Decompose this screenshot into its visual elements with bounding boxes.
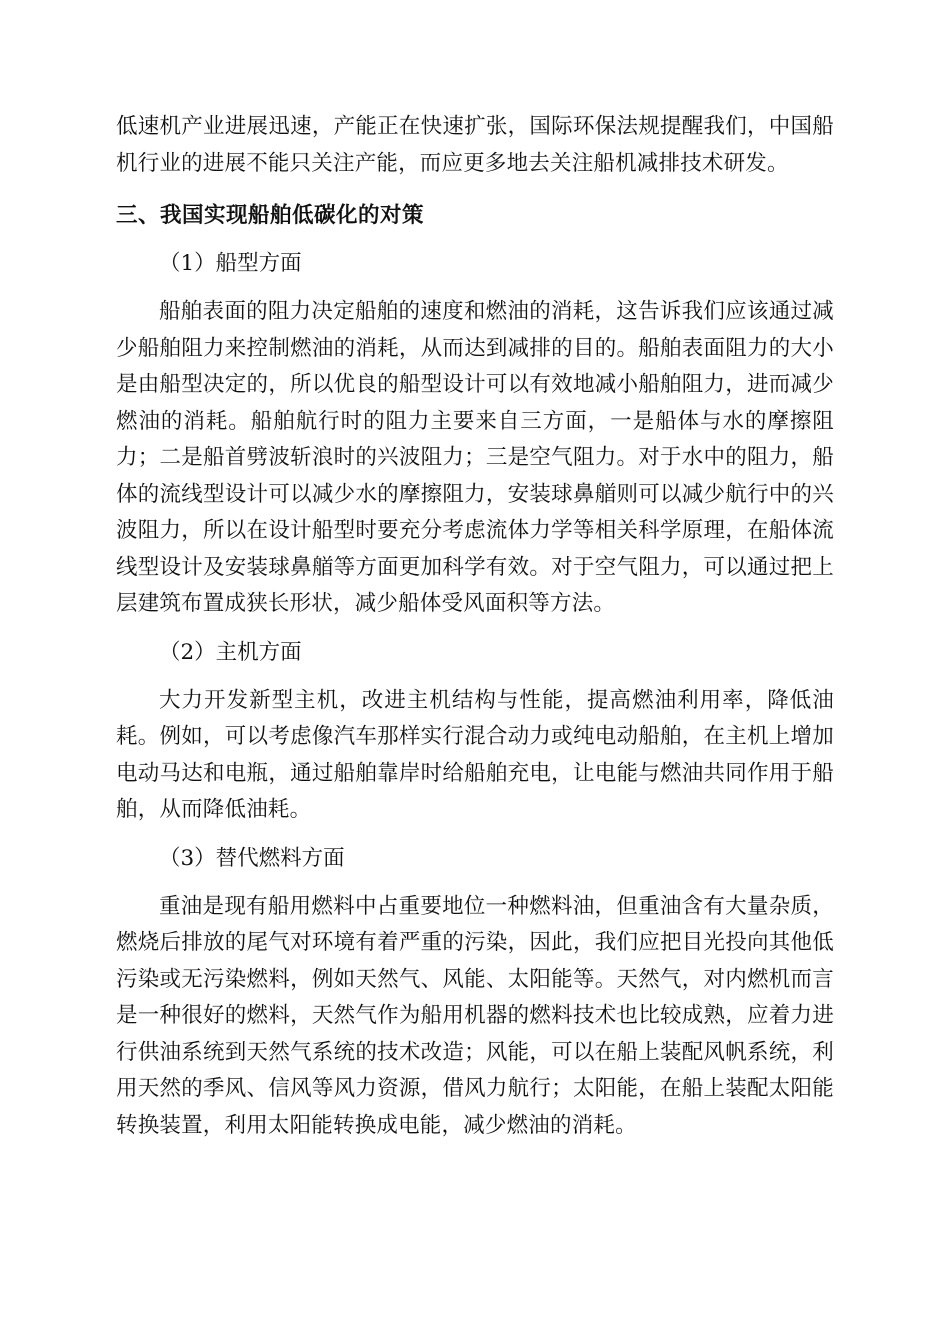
subsection-body: 船舶表面的阻力决定船舶的速度和燃油的消耗，这告诉我们应该通过减少船舶阻力来控制燃油的消耗，从而达到减排的目的。船舶表面阻力的大小是由船型决定的，所以优良的船型设计可以有效地减小船舶阻力，进而减少燃油的消耗。船舶航行时的阻力主要来自三方面，一是船体与水的摩擦阻力；二是船首劈波斩浪时的兴波阻力；三是空气阻力。对于水中的阻力，船体的流线型设计可以减少水的摩擦阻力，安装球鼻艏则可以减少航行中的兴波阻力，所以在设计船型时要充分考虑流体力学等相关科学原理，在船体流线型设计及安装球鼻艏等方面更加科学有效。对于空气阻力，可以通过把上层建筑布置成狭长形状，减少船体受风面积等方法。 <box>116 299 834 616</box>
document-page <box>116 109 834 1144</box>
subsection-heading: （2）主机方面 <box>159 639 302 665</box>
subsection-alternative-fuel <box>116 839 834 1145</box>
intro-paragraph: 低速机产业进展迅速，产能正在快速扩张，国际环保法规提醒我们，中国船机行业的进展不能只关注产能，而应更多地去关注船机减排技术研发。 <box>116 114 834 176</box>
subsection-body: 大力开发新型主机，改进主机结构与性能，提高燃油利用率，降低油耗。例如，可以考虑像汽车那样实行混合动力或纯电动船舶，在主机上增加电动马达和电瓶，通过船舶靠岸时给船舶充电，让电能与燃油共同作用于船舶，从而降低油耗。 <box>116 687 834 822</box>
subsection-heading: （1）船型方面 <box>159 251 302 276</box>
subsection-main-engine <box>116 633 834 829</box>
subsection-body: 重油是现有船用燃料中占重要地位一种燃料油，但重油含有大量杂质，燃烧后排放的尾气对环境有着严重的污染，因此，我们应把目光投向其他低污染或无污染燃料，例如天然气、风能、太阳能等。天然气，对内燃机而言是一种很好的燃料，天然气作为船用机器的燃料技术也比较成熟，应着力进行供油系统到天然气系统的技术改造；风能，可以在船上装配风帆系统，利用天然的季风、信风等风力资源，借风力航行；太阳能，在船上装配太阳能转换装置，利用太阳能转换成电能，减少燃油的消耗。 <box>116 893 834 1138</box>
subsection-heading: （3）替代燃料方面 <box>159 845 345 871</box>
section-title: 三、我国实现船舶低碳化的对策 <box>116 203 425 228</box>
subsection-hull-design <box>116 244 834 623</box>
